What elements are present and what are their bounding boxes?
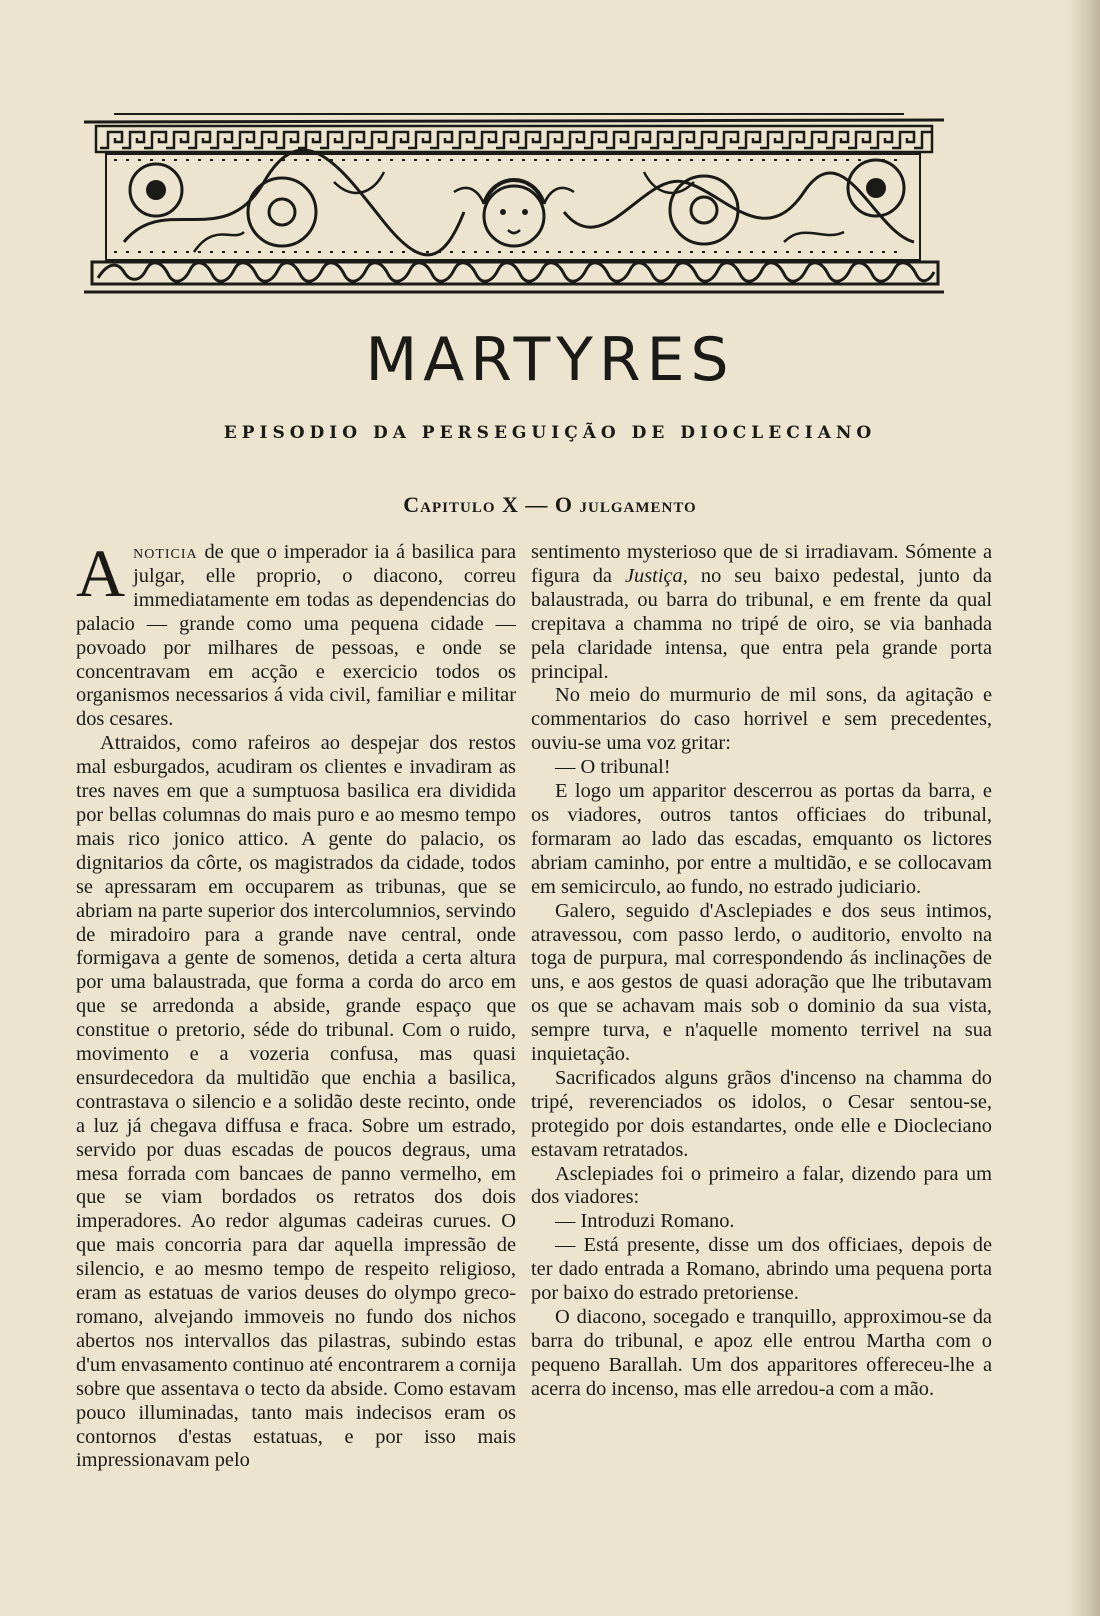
paragraph: — Introduzi Romano. [555, 1210, 735, 1233]
paragraph-text: de que o imperador ia á basilica para julgar, elle proprio, o diacono, correu immediatamente em todas as dependencias do palacio — grande como uma pequena cidade — povoado por milhares de pessoas, e onde se concentravam em acção e exercicio todos os organismos necessarios á vida civil, familiar e militar dos cesares. [76, 541, 516, 731]
paragraph: No meio do murmurio de mil sons, da agitação e commentarios do caso horrivel e sem precedentes, ouviu-se uma voz gritar: [531, 684, 992, 755]
paragraph [76, 535, 516, 732]
paragraph: E logo um apparitor descerrou as portas da barra, e os viadores, outros tantos officiaes do tribunal, formaram ao lado das escadas, emquanto os lictores abriam caminho, por entre a multidão, e se collocavam em semicirculo, ao fundo, no estrado judiciario. [531, 780, 992, 898]
paragraph: O diacono, socegado e tranquillo, approximou-se da barra do tribunal, e apoz elle entrou Martha com o pequeno Barallah. Um dos apparitores offereceu-lhe a acerra do incenso, mas elle arredou-a com a mão. [531, 1306, 992, 1400]
emphasis-text: Justiça, [625, 564, 688, 587]
page-subtitle: EPISODIO DA PERSEGUIÇÃO DE DIOCLECIANO [223, 423, 877, 443]
paragraph: Asclepiades foi o primeiro a falar, dizendo para um dos viadores: [531, 1162, 992, 1209]
paragraph [531, 541, 992, 684]
paragraph: — O tribunal! [555, 756, 671, 779]
paragraph: Attraidos, como rafeiros ao despejar dos restos mal esburgados, acudiram os clientes e invadiram as tres naves em que a sumptuosa basilica era dividida por bellas columnas do mais puro e ao mesmo tempo mais rico jonico attico. A gente do palacio, os dignitarios da côrte, os magistrados da cidade, todos se apressaram em occuparem as tribunas, que se abriam na parte superior dos intercolumnios, servindo de miradoiro para a grande nave central, onde formigava a gente de somenos, detida a certa altura por uma balaustrada, que forma a corda do arco em que se arredonda a abside, grande espaço que constitue o pretorio, séde do tribunal. Com o ruido, movimento e a vozeria confusa, mas quasi ensurdecedora da multidão que enchia a basilica, contrastava o silencio e a solidão deste recinto, onde a luz já chegava diffusa e fraca. Sobre um estrado, servido por duas escadas de poucos degraus, uma mesa forrada com bancaes de panno vermelho, em que se viam bordados os retratos dos dois imperadores. Ao redor algumas cadeiras curues. O que mais concorria para dar aquella impressão de silencio, e ao mesmo tempo de respeito religioso, eram as estatuas de varios deuses do olympo greco-romano, alvejando immoveis no fundo dos nichos abertos nos intervallos das pilastras, subindo estas d'um envasamento continuo até encontrarem a cornija sobre que assentava o tecto da abside. Como estavam pouco illuminadas, tanto mais indecisos eram os contornos d'estas estatuas, e por isso mais impressionavam pelo [76, 732, 516, 1472]
chapter-heading: Capitulo X — O julgamento [403, 492, 697, 517]
paragraph: Galero, seguido d'Asclepiades e dos seus intimos, atravessou, com passo lerdo, o auditorio, envolto na toga de purpura, mal correspondendo ás inclinações de uns, e aos gestos de quasi adoração que lhe tributavam os que se achavam mais sob o dominio da sua vista, sempre turva, e n'aquelle momento terrivel na sua inquietação. [531, 899, 992, 1066]
lead-word: noticia [133, 541, 198, 563]
paragraph-text: sentimento mysterioso que de si irradiavam. Sómente a figura da [531, 541, 992, 587]
classical-frieze-ornament-icon [84, 112, 972, 298]
text-column-right [531, 541, 992, 1402]
drop-cap: A [76, 535, 126, 611]
text-column-left [76, 535, 516, 1473]
paragraph: — Está presente, disse um dos officiaes, depois de ter dado entrada a Romano, abrindo uma pequena porta por baixo do estrado pretoriense. [531, 1234, 992, 1305]
page-edge-shadow [1066, 0, 1100, 1616]
paragraph-text: no seu baixo pedestal, junto da balaustrada, ou barra do tribunal, e em frente da qual crepitava a chamma no tripé de oiro, se via banhada pela claridade intensa, que entra pela grande porta principal. [531, 564, 992, 683]
page-title: MARTYRES [365, 325, 735, 395]
paragraph: Sacrificados alguns grãos d'incenso na chamma do tripé, reverenciados os idolos, o Cesar sentou-se, protegido por dois estandartes, onde elle e Diocleciano estavam retratados. [531, 1066, 992, 1161]
